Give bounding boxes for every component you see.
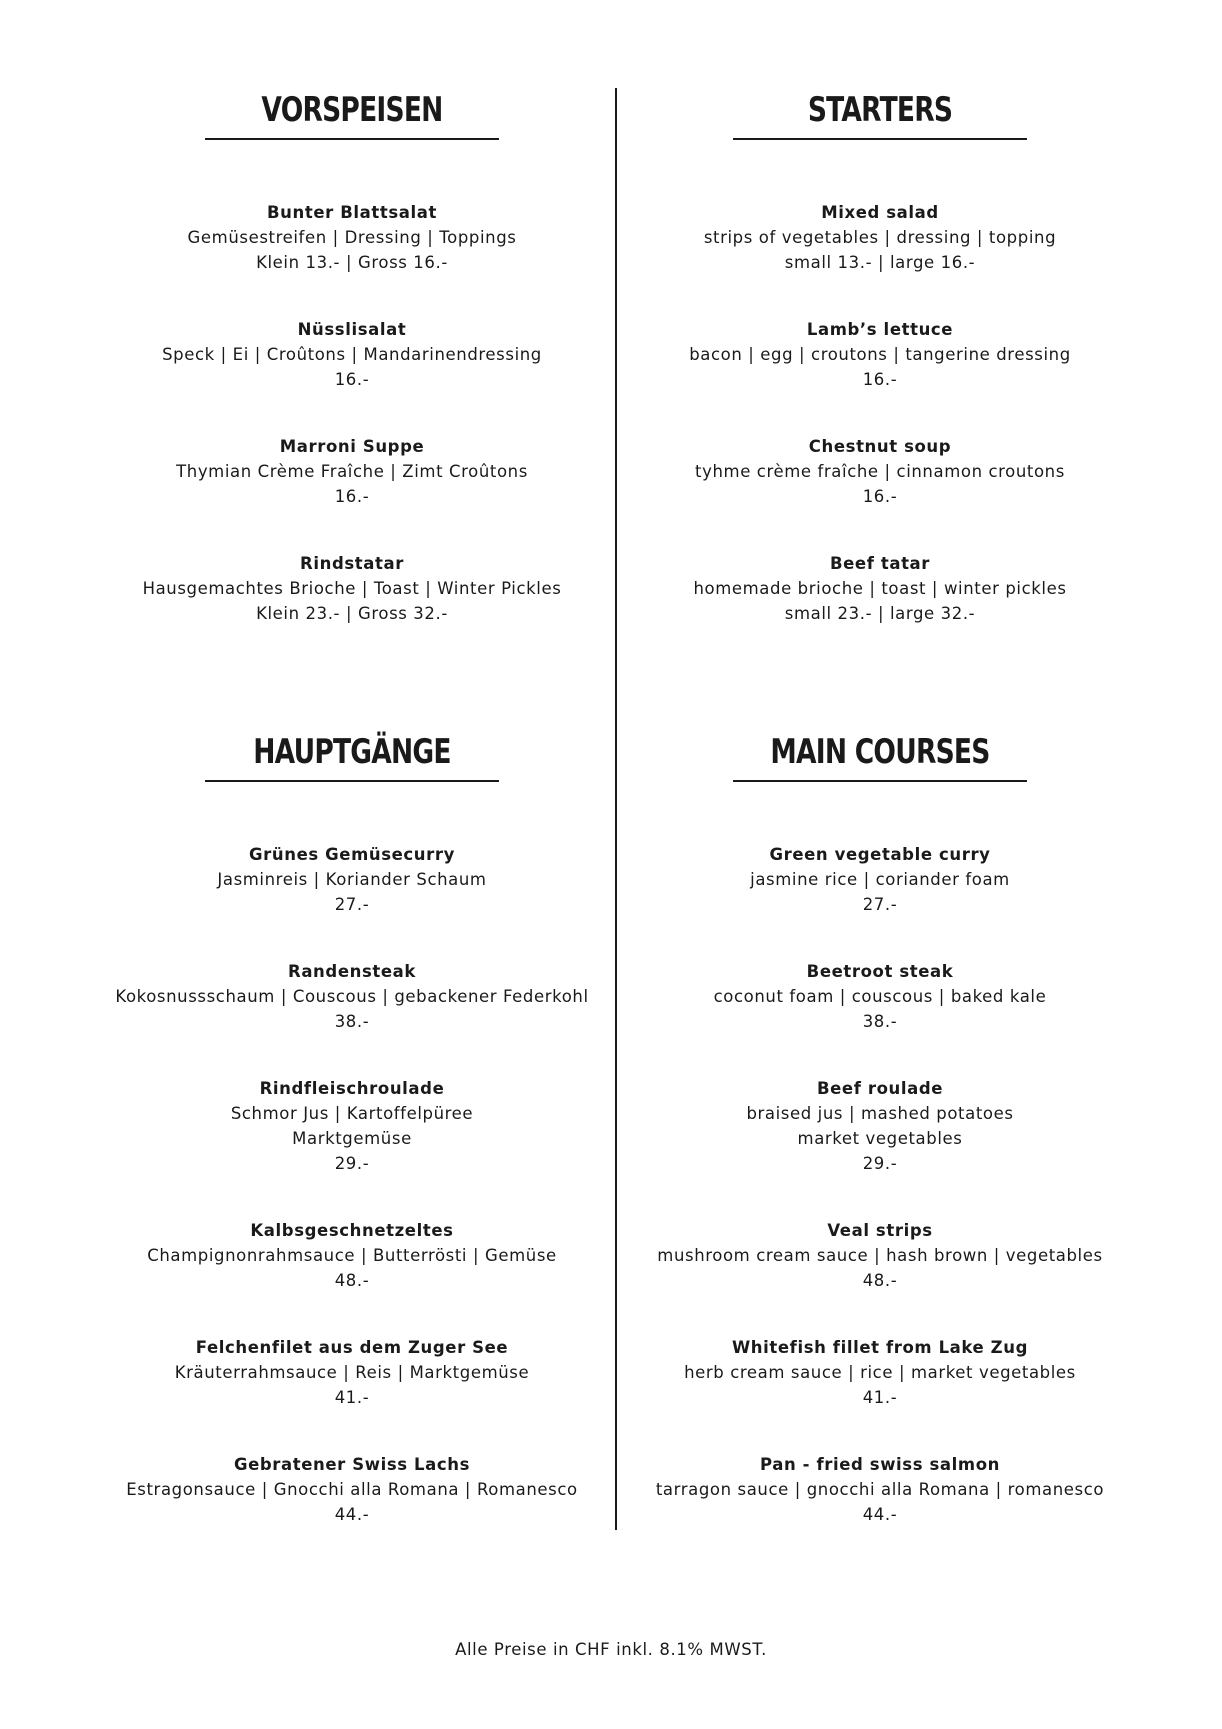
menu-item [580, 317, 1180, 392]
menu-item [52, 434, 652, 509]
item-price: 16.- [862, 370, 898, 389]
menu-item [52, 1452, 652, 1527]
menu-item [52, 959, 652, 1034]
item-name: Pan - fried swiss salmon [760, 1455, 1000, 1474]
item-name: Grünes Gemüsecurry [249, 845, 455, 864]
item-description: herb cream sauce | rice | market vegetables [684, 1363, 1076, 1382]
item-price: 38.- [862, 1012, 898, 1031]
item-description: jasmine rice | coriander foam [750, 870, 1010, 889]
item-price: 44.- [862, 1505, 898, 1524]
item-description: Speck | Ei | Croûtons | Mandarinendressing [162, 345, 542, 364]
menu-item [52, 1076, 652, 1176]
item-price: small 23.- | large 32.- [784, 604, 976, 623]
item-name: Veal strips [827, 1221, 933, 1240]
item-description: market vegetables [797, 1129, 963, 1148]
item-description: Jasminreis | Koriander Schaum [217, 870, 487, 889]
item-name: Rindfleischroulade [259, 1079, 445, 1098]
title-underline [205, 780, 499, 782]
title-underline [205, 138, 499, 140]
item-price: Klein 23.- | Gross 32.- [256, 604, 448, 623]
item-name: Kalbsgeschnetzeltes [250, 1221, 454, 1240]
item-price: 41.- [334, 1388, 370, 1407]
item-description: Kräuterrahmsauce | Reis | Marktgemüse [174, 1363, 530, 1382]
item-description: Champignonrahmsauce | Butterrösti | Gemüse [147, 1246, 557, 1265]
item-price: 48.- [862, 1271, 898, 1290]
title-underline [733, 780, 1027, 782]
item-name: Mixed salad [821, 203, 939, 222]
menu-item [52, 200, 652, 275]
section-title: HAUPTGÄNGE [253, 732, 451, 772]
menu-item [52, 1218, 652, 1293]
menu-item [580, 434, 1180, 509]
item-price: 16.- [334, 370, 370, 389]
menu-item [52, 842, 652, 917]
item-name: Green vegetable curry [769, 845, 991, 864]
item-name: Beetroot steak [806, 962, 954, 981]
item-description: homemade brioche | toast | winter pickles [693, 579, 1067, 598]
menu-item [580, 1452, 1180, 1527]
item-name: Randensteak [288, 962, 416, 981]
item-name: Beef tatar [829, 554, 931, 573]
item-description: Estragonsauce | Gnocchi alla Romana | Romanesco [126, 1480, 578, 1499]
item-name: Bunter Blattsalat [266, 203, 437, 222]
item-price: Klein 13.- | Gross 16.- [256, 253, 448, 272]
item-price: 27.- [334, 895, 370, 914]
item-description: Gemüsestreifen | Dressing | Toppings [187, 228, 517, 247]
item-price: 44.- [334, 1505, 370, 1524]
menu-item [580, 551, 1180, 626]
item-price: 29.- [862, 1154, 898, 1173]
menu-item [580, 200, 1180, 275]
item-name: Nüsslisalat [297, 320, 407, 339]
menu-item [580, 959, 1180, 1034]
item-price: 29.- [334, 1154, 370, 1173]
menu-item [580, 1076, 1180, 1176]
section-title: VORSPEISEN [261, 90, 443, 130]
item-description: coconut foam | couscous | baked kale [713, 987, 1047, 1006]
menu-item [580, 1218, 1180, 1293]
item-price: 41.- [862, 1388, 898, 1407]
menu-item [580, 1335, 1180, 1410]
item-price: 38.- [334, 1012, 370, 1031]
item-name: Lamb’s lettuce [806, 320, 954, 339]
item-price: small 13.- | large 16.- [784, 253, 976, 272]
item-description: braised jus | mashed potatoes [746, 1104, 1014, 1123]
item-name: Rindstatar [300, 554, 404, 573]
item-description: Thymian Crème Fraîche | Zimt Croûtons [176, 462, 528, 481]
item-description: tyhme crème fraîche | cinnamon croutons [695, 462, 1065, 481]
item-name: Gebratener Swiss Lachs [233, 1455, 471, 1474]
item-price: 16.- [862, 487, 898, 506]
item-name: Marroni Suppe [279, 437, 425, 456]
item-description: Hausgemachtes Brioche | Toast | Winter Pickles [142, 579, 562, 598]
item-name: Whitefish fillet from Lake Zug [731, 1338, 1029, 1357]
item-price: 48.- [334, 1271, 370, 1290]
item-name: Chestnut soup [808, 437, 952, 456]
item-description: Kokosnussschaum | Couscous | gebackener Federkohl [115, 987, 589, 1006]
item-name: Beef roulade [816, 1079, 944, 1098]
title-underline [733, 138, 1027, 140]
item-description: tarragon sauce | gnocchi alla Romana | romanesco [655, 1480, 1105, 1499]
menu-item [580, 842, 1180, 917]
item-description: strips of vegetables | dressing | topping [703, 228, 1057, 247]
item-description: Marktgemüse [292, 1129, 412, 1148]
column-divider [615, 88, 617, 1530]
item-description: bacon | egg | croutons | tangerine dressing [689, 345, 1071, 364]
section-title: MAIN COURSES [770, 732, 990, 772]
menu-item [52, 1335, 652, 1410]
section-title: STARTERS [807, 90, 953, 130]
menu-item [52, 551, 652, 626]
item-price: 16.- [334, 487, 370, 506]
price-note: Alle Preise in CHF inkl. 8.1% MWST. [455, 1640, 767, 1659]
menu-item [52, 317, 652, 392]
item-description: Schmor Jus | Kartoffelpüree [230, 1104, 474, 1123]
item-price: 27.- [862, 895, 898, 914]
item-description: mushroom cream sauce | hash brown | vegetables [657, 1246, 1103, 1265]
item-name: Felchenfilet aus dem Zuger See [195, 1338, 509, 1357]
